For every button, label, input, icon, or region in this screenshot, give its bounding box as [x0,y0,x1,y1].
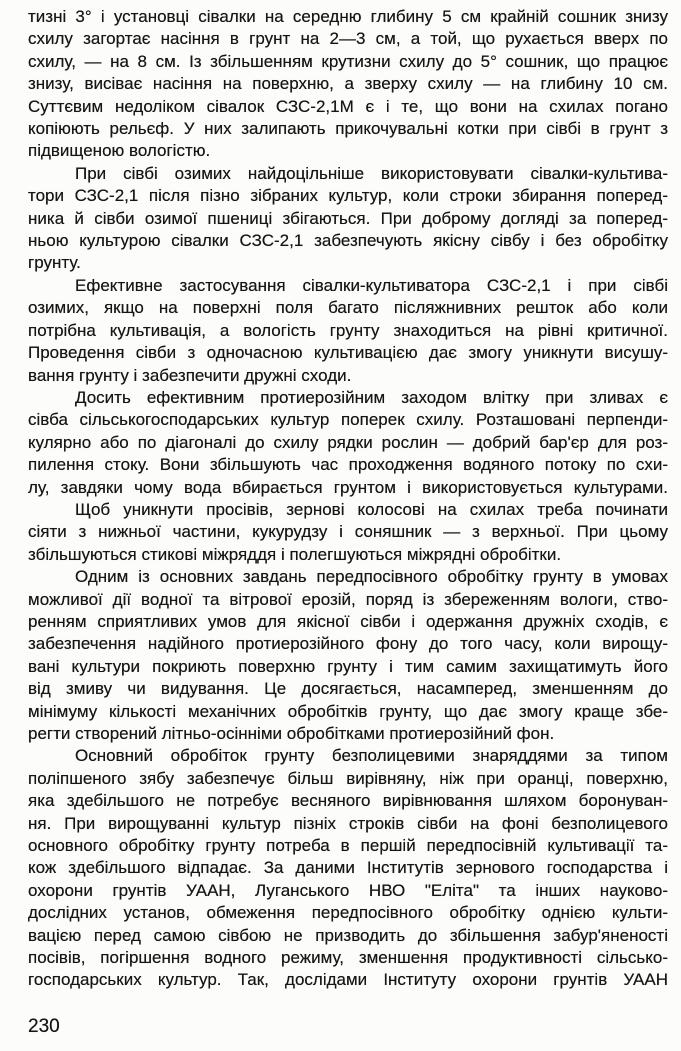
text-line: дослідних установ, обмеження передпосівного обробітку однією культи- [28,903,668,923]
text-line: лу, завдяки чому вода вбирається грунтом і використовується культурами. [28,477,668,497]
page-body [28,6,668,992]
text-line: сіяти з нижньої частини, кукурудзу і соняшник — з верхньої. При цьому [28,522,668,542]
paragraph [28,499,668,566]
text-line: схилу, — на 8 см. Із збільшенням крутизни схилу до 5° сошник, що працює [28,51,668,71]
text-line: можливої дії водної та вітрової ерозій, поряд із збереженням вологи, ство- [28,589,668,609]
text-line: забезпечення надійного протиерозійного фону до того часу, коли вирощу- [28,634,668,654]
paragraph [28,745,668,991]
text-line: регти створений літньо-осінніми обробітками протиерозійний фон. [28,724,555,743]
text-line: схилу загортає насіння в грунт на 2—3 см, а той, що рухається вверх по [28,29,668,49]
text-line: кож здебільшого відпадає. За даними Інститутів зернового господарства і [28,858,668,878]
text-line: потрібна культивація, а вологість грунту знаходиться на рівні критичної. [28,320,668,340]
text-line: посівів, погіршення водного режиму, зменшення продуктивності сільсько- [28,948,668,968]
text-line: пилення стоку. Вони збільшують час проходження водяного потоку по схи- [28,455,668,475]
text-line: яка здебільшого не потребує весняного вирівнювання шляхом боронуван- [28,791,668,811]
text-line: копіюють рельєф. У них залипають прикочувальні котки при сівбі в грунт з [28,119,668,139]
text-line: озимих, якщо на поверхні поля багато післяжнивних решток або коли [28,298,668,318]
page-number: 230 [28,1016,60,1037]
text-line: Ефективне застосування сівалки-культиватора СЗС-2,1 і при сівбі [75,275,668,295]
text-line: Суттєвим недоліком сівалок СЗС-2,1М є і те, що вони на схилах погано [28,96,668,116]
text-line: основного обробітку грунту потреба в першій передпосівній культивації та- [28,836,668,856]
text-line: грунту. [28,253,81,273]
paragraph [28,6,668,163]
text-line: Одним із основних завдань передпосівного обробітку грунту в умовах [75,567,668,587]
text-line: ньою культурою сівалки СЗС-2,1 забезпечують якісну сівбу і без обробітку [28,231,668,251]
text-line: сівба сільськогосподарських культур поперек схилу. Розташовані перпенди- [28,410,668,430]
text-line: вацією перед самою сівбою не призводить до збільшення забур'яненості [28,925,668,945]
text-line: поліпшеного зябу забезпечує більш вирівняну, ніж при оранці, поверхню, [28,768,668,788]
text-line: мінімуму кількості механічних обробітків грунту, що дає змогу краще збе- [28,701,668,721]
text-line: охорони грунтів УААН, Луганського НВО "Еліта" та інших науково- [28,880,668,900]
paragraph [28,387,668,499]
text-line: знизу, висіває насіння на поверхню, а зверху схилу — на глибину 10 см. [28,74,668,94]
text-line: ренням сприятливих умов для якісної сівби і одержання дружніх сходів, є [28,611,668,631]
text-line: вання грунту і забезпечити дружні сходи. [28,365,352,385]
text-line: вані культури покриють поверхню грунту і тим самим захищатимуть його [28,656,668,676]
text-line: підвищеною вологістю. [28,141,211,161]
text-line: збільшуються стикові міжряддя і полегшуються міжрядні обробітки. [28,544,562,564]
paragraph [28,566,668,745]
paragraph [28,275,668,387]
text-line: господарських культур. Так, дослідами Інституту охорони грунтів УААН [28,970,668,990]
text-line: Проведення сівби з одночасною культивацією дає змогу уникнути висушу- [28,343,668,363]
text-line: ня. При вирощуванні культур пізніх строків сівби на фоні безполицевого [28,813,668,833]
text-line: кулярно або по діагоналі до схилу рядки рослин — добрий бар'єр для роз- [28,432,668,452]
text-line: Щоб уникнути просівів, зернові колосові на схилах треба починати [75,499,668,519]
paragraph [28,163,668,275]
text-line: Основний обробіток грунту безполицевими знаряддями за типом [75,746,668,766]
text-line: При сівбі озимих найдоцільніше використовувати сівалки-культива- [75,163,668,183]
text-line: тизні 3° і установці сівалки на середню глибину 5 см крайній сошник знизу [28,7,668,26]
text-line: тори СЗС-2,1 після пізно зібраних культур, коли строки збирання поперед- [28,186,668,206]
text-line: від змиву чи видування. Це досягається, насамперед, зменшенням до [28,679,668,699]
text-line: ника й сівби озимої пшениці збігаються. При доброму догляді за поперед- [28,208,668,228]
text-line: Досить ефективним протиерозійним заходом влітку при зливах є [75,387,668,407]
